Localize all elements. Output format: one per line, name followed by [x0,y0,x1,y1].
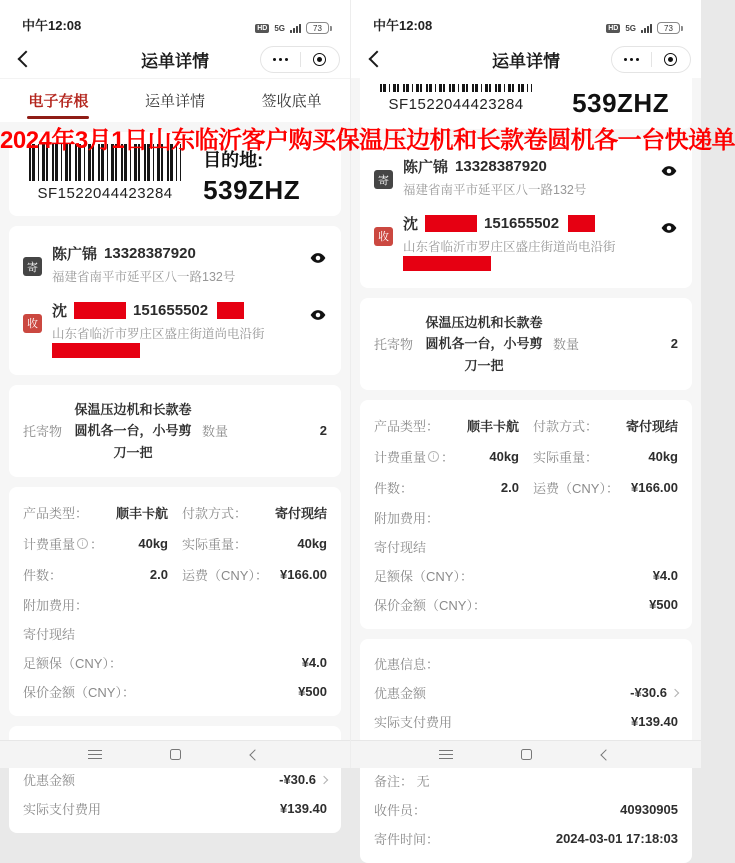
actual-weight-value: 40kg [297,536,327,552]
receiver-address: 山东省临沂市罗庄区盛庄街道尚电沿街 [52,326,265,341]
insured-amount-value: ¥500 [649,597,678,613]
chevron-right-icon [671,688,679,696]
sender-badge: 寄 [374,170,393,189]
battery-nub [330,26,332,31]
home-square-icon [521,749,532,760]
eye-icon[interactable] [309,306,327,324]
signal-bars-icon [641,23,652,33]
discount-section-label: 优惠信息： [374,657,440,673]
receiver-row [23,293,327,365]
barcode [380,84,532,92]
sender-phone: 13328387920 [455,158,547,175]
actual-weight-value: 40kg [648,449,678,465]
charge-weight-value: 40kg [489,449,519,465]
sender-name: 陈广锦 [52,246,98,263]
details-card [360,400,692,629]
paid-label: 实际支付费用 [374,715,453,731]
red-annotation-text: 2024年3月1日山东临沂客户购买保温压边机和长款卷圆机各一台快递单 [0,127,735,154]
sender-badge: 寄 [23,257,42,276]
surcharge-label: 附加费用： [374,511,440,527]
paid-value: ¥139.40 [631,714,678,730]
back-chevron-icon [600,749,611,760]
product-type-value: 顺丰卡航 [466,419,519,435]
quantity-label: 数量 [202,424,229,440]
back-button[interactable] [367,51,389,67]
home-button[interactable] [511,745,541,765]
discount-amount-value: -¥30.6 [630,685,667,701]
battery-icon [306,22,332,34]
details-card [9,487,341,716]
discount-amount-label: 优惠金额 [23,773,76,789]
redaction-bar [403,256,491,271]
eye-icon[interactable] [660,219,678,237]
status-icons [606,22,683,34]
discount-amount-label: 优惠金额 [374,686,427,702]
freight-value: ¥166.00 [280,567,327,583]
battery-percent: 73 [657,22,680,34]
discount-amount-row[interactable] [23,765,327,794]
receiver-name: 沈 [52,302,68,320]
product-type-label: 产品类型： [23,506,89,522]
android-nav-bar [0,740,350,768]
cargo-label: 托寄物 [374,337,414,353]
actual-weight-label: 实际重量： [533,450,599,466]
cargo-card [360,298,692,390]
remark-value: 无 [416,774,430,790]
cargo-content: 保温压边机和长款卷圆机各一台，小号剪刀一把 [74,401,192,460]
pay-method-value: 寄付现结 [274,506,327,522]
more-dots-icon [273,58,289,62]
sender-address: 福建省南平市延平区八一路132号 [403,183,587,197]
tab-waybill-detail[interactable]: 运单详情 [145,93,206,110]
cargo-card [9,385,341,477]
redaction-bar [217,302,244,319]
page-title: 运单详情 [492,51,560,71]
recent-apps-button[interactable] [80,745,110,765]
pay-settle-text: 寄付现结 [23,627,76,643]
status-bar [351,0,701,40]
phone-screenshot-left [0,0,350,818]
chevron-right-icon [320,775,328,783]
send-time-value: 2024-03-01 17:18:03 [555,831,678,847]
status-time: 中午12:08 [373,18,433,33]
recent-apps-button[interactable] [431,745,461,765]
network-5g-label: 5G [274,23,285,33]
charge-weight-value: 40kg [138,536,168,552]
cargo-label: 托寄物 [23,424,63,440]
full-insurance-label: 足额保（CNY）： [374,569,473,585]
signal-bars-icon [290,23,301,33]
hd-icon: HD [257,24,268,32]
discount-card [360,639,692,746]
miniprogram-capsule [611,46,691,73]
destination-code: 539ZHZ [572,88,670,118]
back-chevron-icon [249,749,260,760]
quantity-value: 2 [319,423,327,439]
contacts-card [9,226,341,375]
android-back-button[interactable] [240,745,270,765]
insured-amount-label: 保价金额（CNY）： [23,685,135,701]
hd-icon: HD [608,24,619,32]
product-type-value: 顺丰卡航 [115,506,168,522]
freight-label: 运费（CNY）： [182,568,268,584]
phone-screenshot-right [350,0,701,848]
sender-name: 陈广锦 [403,159,449,176]
home-square-icon [170,749,181,760]
more-dots-icon [624,58,640,62]
pieces-value: 2.0 [500,480,519,496]
actual-weight-label: 实际重量： [182,537,248,553]
redaction-bar [52,343,140,358]
redaction-bar [568,215,595,232]
freight-label: 运费（CNY）： [533,481,619,497]
receiver-phone: 151655502 [133,301,209,319]
eye-icon[interactable] [660,162,678,180]
sender-row [374,149,678,206]
pay-method-value: 寄付现结 [625,419,678,435]
full-insurance-label: 足额保（CNY）： [23,656,122,672]
barcode-card-partial [360,78,692,129]
quantity-label: 数量 [553,337,580,353]
android-nav-bar [351,740,701,768]
charge-weight-label: 计费重量 [23,537,76,553]
full-insurance-value: ¥4.0 [301,655,327,671]
barcode-card [9,132,341,216]
status-bar [0,0,350,40]
menu-icon [88,750,102,759]
android-back-button[interactable] [591,745,621,765]
tab-bar [0,78,350,122]
destination-code: 539ZHZ [203,175,301,205]
status-time: 中午12:08 [22,18,82,33]
receiver-row [374,206,678,278]
courier-value: 40930905 [620,802,678,818]
waybill-number: SF1522044423284 [37,185,173,202]
page-title: 运单详情 [141,51,209,71]
waybill-number: SF1522044423284 [388,96,524,113]
receiver-badge: 收 [23,314,42,333]
tab-electronic-stub[interactable]: 电子存根 [0,79,117,122]
nav-bar [351,40,701,78]
paid-value: ¥139.40 [280,801,327,817]
extra-info-card [360,756,692,863]
insured-amount-label: 保价金额（CNY）： [374,598,486,614]
more-options-button[interactable] [261,47,300,72]
eye-icon[interactable] [309,249,327,267]
courier-label: 收件员： [374,803,427,819]
close-capsule-button[interactable] [652,47,691,72]
send-time-label: 寄件时间： [374,832,440,848]
pieces-value: 2.0 [149,567,168,583]
sender-row [23,236,327,293]
target-circle-icon [313,53,326,66]
receiver-badge: 收 [374,227,393,246]
target-circle-icon [664,53,677,66]
full-insurance-value: ¥4.0 [652,568,678,584]
pay-method-label: 付款方式： [533,419,599,435]
cargo-content: 保温压边机和长款卷圆机各一台，小号剪刀一把 [425,314,543,373]
home-button[interactable] [160,745,190,765]
info-icon[interactable] [428,451,439,462]
pieces-label: 件数： [374,481,414,497]
battery-icon [657,22,683,34]
status-icons [255,22,332,34]
charge-weight-label: 计费重量 [374,450,427,466]
nav-bar [0,40,350,78]
receiver-phone: 151655502 [484,214,560,232]
remark-label: 备注： [374,774,414,790]
menu-icon [439,750,453,759]
sender-address: 福建省南平市延平区八一路132号 [52,270,236,284]
receiver-address: 山东省临沂市罗庄区盛庄街道尚电沿街 [403,239,616,254]
freight-value: ¥166.00 [631,480,678,496]
insured-amount-value: ¥500 [298,684,327,700]
network-5g-label: 5G [625,23,636,33]
pieces-label: 件数： [23,568,63,584]
charge-weight-colon: ： [441,450,455,466]
battery-percent: 73 [306,22,329,34]
redaction-bar [74,302,126,319]
quantity-value: 2 [670,336,678,352]
more-options-button[interactable] [612,47,651,72]
charge-weight-colon: ： [90,537,104,553]
pay-method-label: 付款方式： [182,506,248,522]
pay-settle-text: 寄付现结 [374,540,427,556]
receiver-name: 沈 [403,215,419,233]
sender-phone: 13328387920 [104,245,196,262]
tab-signed-receipt[interactable]: 签收底单 [261,93,322,110]
contacts-card [360,139,692,288]
paid-label: 实际支付费用 [23,802,102,818]
back-button[interactable] [16,51,38,67]
info-icon[interactable] [77,538,88,549]
destination-label: 目的地: [203,150,264,170]
surcharge-label: 附加费用： [23,598,89,614]
discount-amount-value: -¥30.6 [279,772,316,788]
redaction-bar [425,215,477,232]
product-type-label: 产品类型： [374,419,440,435]
discount-amount-row[interactable] [374,678,678,707]
barcode [29,144,181,181]
battery-nub [681,26,683,31]
close-capsule-button[interactable] [301,47,340,72]
miniprogram-capsule [260,46,340,73]
